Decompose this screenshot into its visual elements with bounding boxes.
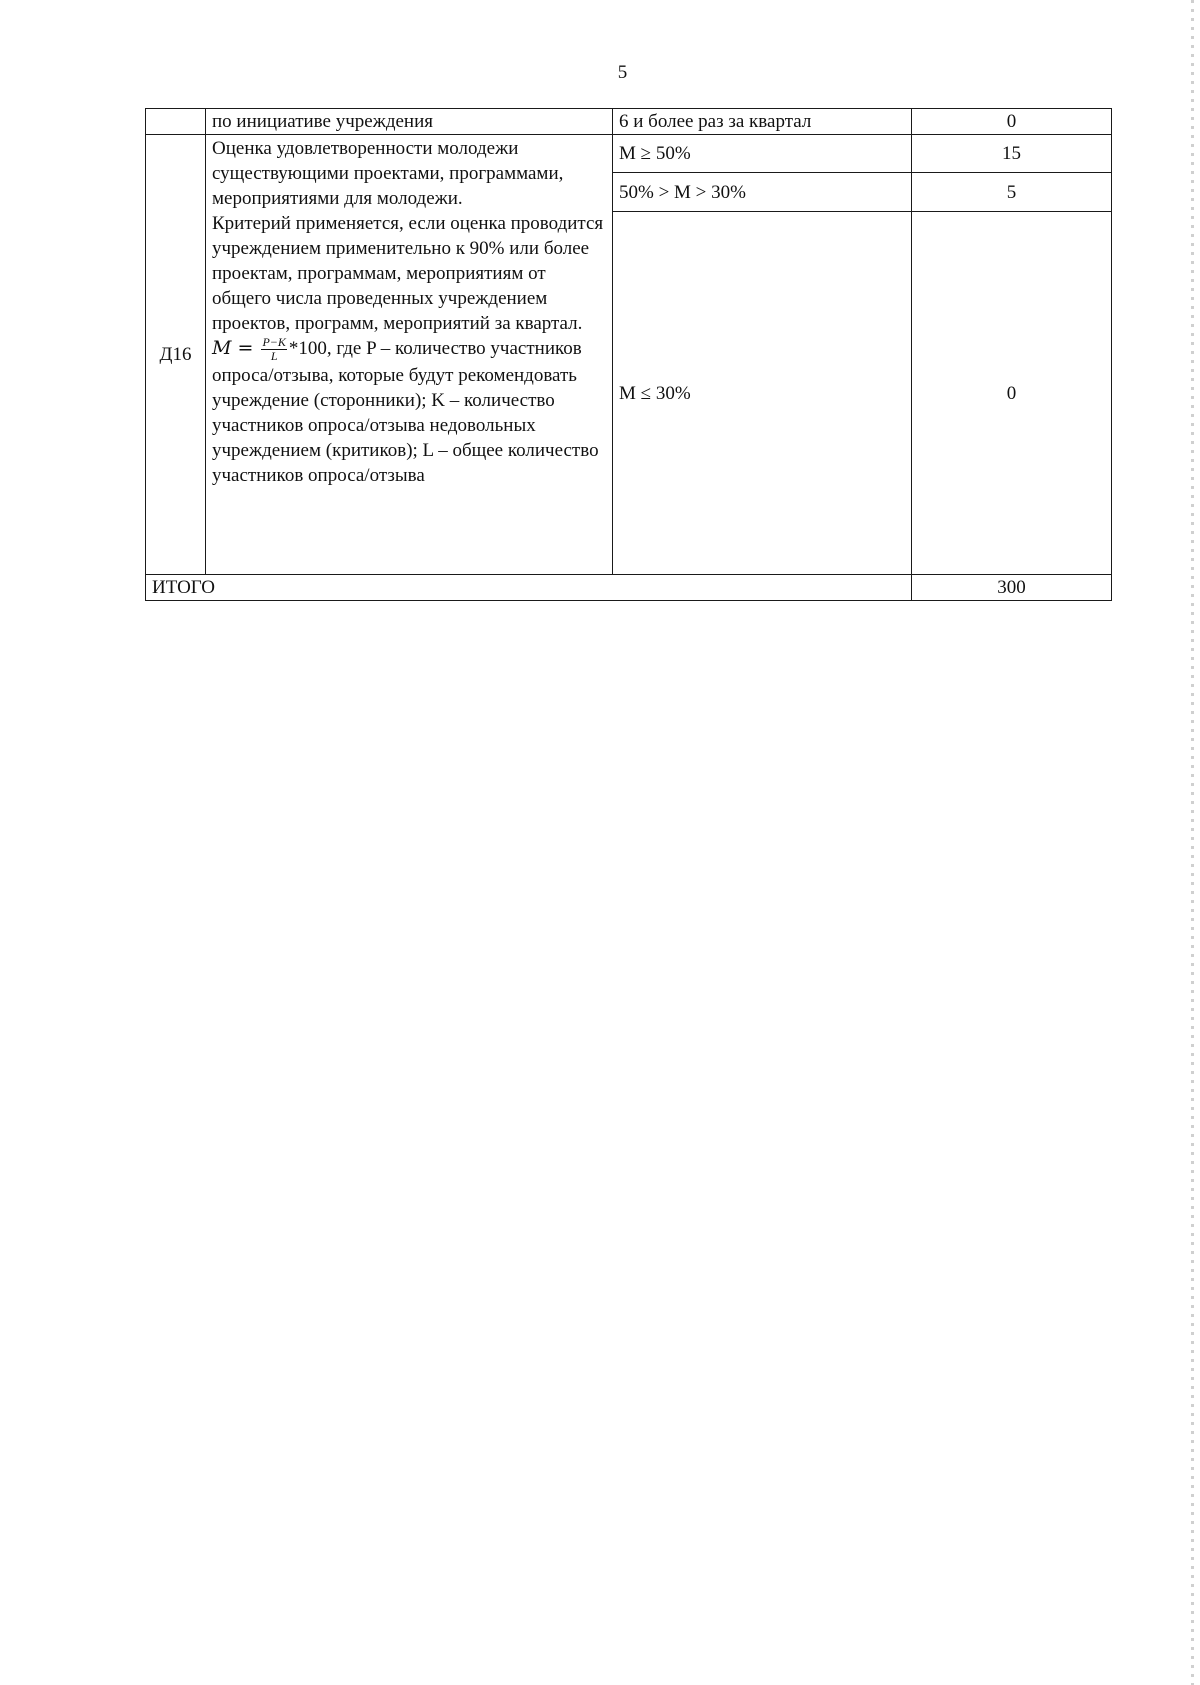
score-cell: 0 <box>912 109 1112 135</box>
criteria-table <box>145 108 1112 601</box>
formula-tail: *100, где P – количество участников опроса/отзыва, которые будут рекомендовать учреждение (сторонники); K – количество участников опроса/отзыва недовольных учреждением (критиков); L – общее количество участников опроса/отзыва <box>212 338 599 487</box>
total-label: ИТОГО <box>146 575 912 601</box>
table-row <box>146 135 1112 173</box>
score-cell: 5 <box>912 173 1112 212</box>
condition-cell: 6 и более раз за квартал <box>613 109 912 135</box>
formula-lhs: M = <box>212 337 260 359</box>
condition-cell: M ≤ 30% <box>613 212 912 575</box>
formula-denominator: L <box>270 349 278 364</box>
total-row <box>146 575 1112 601</box>
criterion-formula <box>212 336 606 488</box>
score-cell: 0 <box>912 212 1112 575</box>
page-number: 5 <box>617 62 628 83</box>
criterion-description-intro: Оценка удовлетворенности молодежи существующими проектами, программами, мероприятиями для молодежи. <box>212 138 564 209</box>
table-row <box>146 109 1112 135</box>
score-cell: 15 <box>912 135 1112 173</box>
criterion-description-criterion: Критерий применяется, если оценка проводится учреждением применительно к 90% или более проектам, программам, мероприятиям от общего числа проведенных учреждением проектов, программ, мероприятий за квартал. <box>212 213 604 334</box>
total-score: 300 <box>912 575 1112 601</box>
criterion-code-cell: Д16 <box>146 135 206 575</box>
criterion-description-cell <box>206 135 613 575</box>
condition-cell: 50% > M > 30% <box>613 173 912 212</box>
scan-edge-artifact <box>1191 0 1194 1685</box>
condition-cell: M ≥ 50% <box>613 135 912 173</box>
formula-fraction <box>261 336 286 363</box>
criterion-code-cell <box>146 109 206 135</box>
formula-numerator: P−K <box>262 335 286 350</box>
criterion-description-cell: по инициативе учреждения <box>206 109 613 135</box>
